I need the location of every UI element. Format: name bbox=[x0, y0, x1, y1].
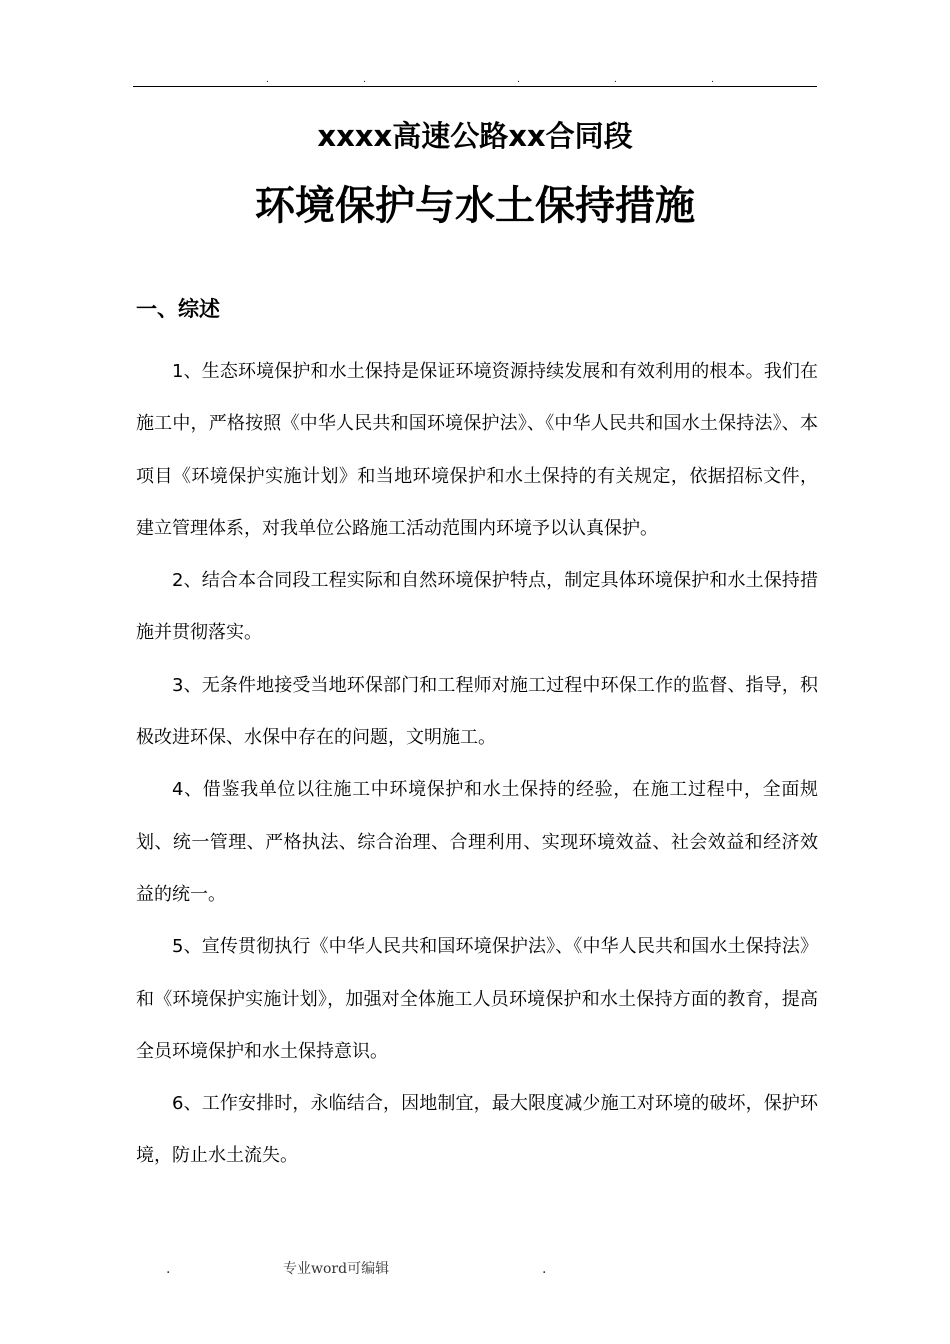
header-dot: . bbox=[711, 75, 714, 85]
header-dot: . bbox=[614, 75, 617, 85]
header-dot: . bbox=[517, 75, 520, 85]
section-heading: 一、综述 bbox=[136, 297, 220, 321]
paragraph-6: 6、工作安排时，永临结合，因地制宜，最大限度减少施工对环境的破坏，保护环境，防止水土流失。 bbox=[136, 1093, 818, 1167]
paragraph-3: 3、无条件地接受当地环保部门和工程师对施工过程中环保工作的监督、指导，积极改进环保、水保中存在的问题，文明施工。 bbox=[136, 674, 818, 749]
footer-dot-left: . bbox=[166, 1261, 171, 1277]
document-title-line1: xxxx高速公路xx合同段 bbox=[317, 119, 633, 153]
header-rule bbox=[133, 86, 817, 87]
footer-dot-right: . bbox=[542, 1261, 547, 1277]
header-dot: . bbox=[266, 75, 269, 85]
paragraph-5: 5、宣传贯彻执行《中华人民共和国环境保护法》、《中华人民共和国水土保持法》和《环境保护实施计划》，加强对全体施工人员环境保护和水土保持方面的教育，提高全员环境保护和水土保持意识。 bbox=[136, 936, 818, 1062]
paragraph-1: 1、生态环境保护和水土保持是保证环境资源持续发展和有效利用的根本。我们在施工中，严格按照《中华人民共和国环境保护法》、《中华人民共和国水土保持法》、本项目《环境保护实施计划》和当地环境保护和水土保持的有关规定，依据招标文件，建立管理体系，对我单位公路施工活动范围内环境予以认真保护。 bbox=[136, 361, 818, 539]
paragraph-2: 2、结合本合同段工程实际和自然环境保护特点，制定具体环境保护和水土保持措施并贯彻落实。 bbox=[136, 570, 818, 644]
document-title-line2: 环境保护与水土保持措施 bbox=[255, 183, 695, 229]
header-dot: . bbox=[363, 75, 366, 85]
document-body bbox=[136, 346, 818, 1183]
paragraph-4: 4、借鉴我单位以往施工中环境保护和水土保持的经验，在施工过程中，全面规划、统一管理、严格执法、综合治理、合理利用、实现环境效益、社会效益和经济效益的统一。 bbox=[136, 779, 818, 905]
footer-text: 专业word可编辑 bbox=[283, 1261, 390, 1277]
